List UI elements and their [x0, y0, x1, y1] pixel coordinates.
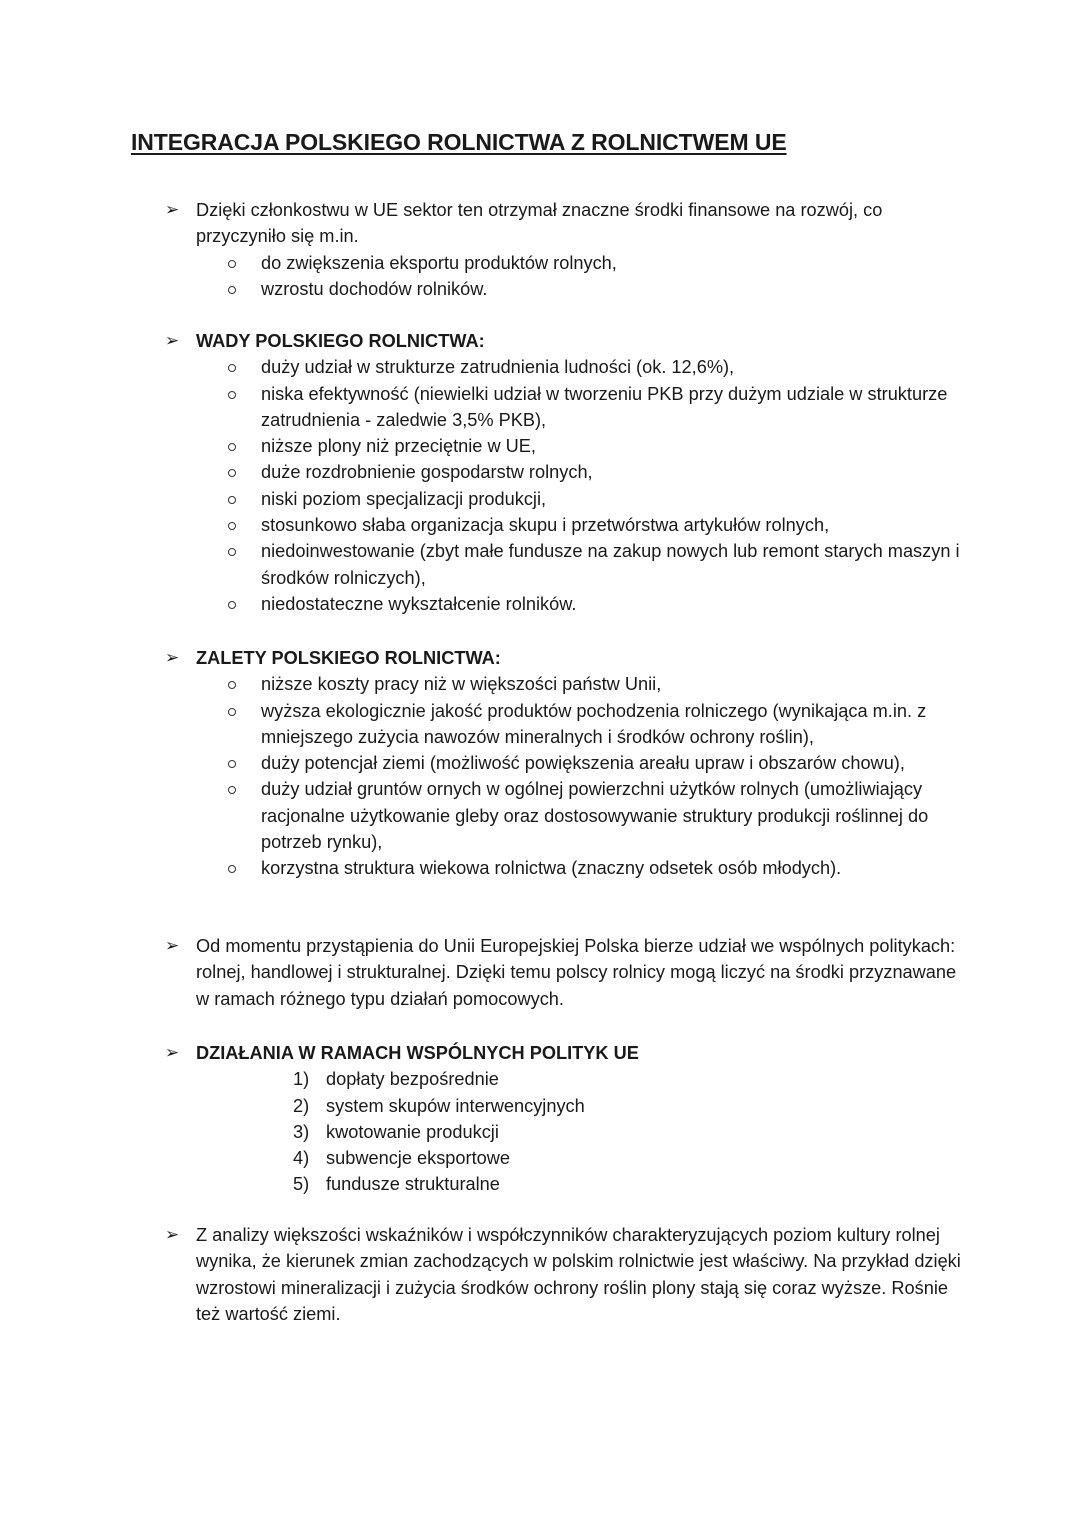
list-item-text: niedostateczne wykształcenie rolników.: [261, 593, 577, 614]
list-item: [165, 776, 965, 855]
hollow-circle-bullet-icon: [228, 391, 236, 399]
list-item: [165, 591, 965, 617]
list-item: [165, 1066, 965, 1092]
list-item: [165, 512, 965, 538]
list-item-text: duży potencjał ziemi (możliwość powiększenia areału upraw i obszarów chowu),: [261, 753, 905, 774]
list-number: 5): [293, 1174, 310, 1195]
list-item: [165, 538, 965, 591]
list-item-text: system skupów interwencyjnych: [326, 1095, 585, 1116]
list-item: [165, 1119, 965, 1145]
list-item-text: kwotowanie produkcji: [326, 1121, 499, 1142]
list-item-text: wzrostu dochodów rolników.: [261, 278, 488, 299]
list-item-text: wyższa ekologicznie jakość produktów pochodzenia rolniczego (wynikająca m.in. z mniejszego zużycia nawozów mineralnych i środków ochrony roślin),: [261, 700, 927, 747]
list-item-text: niska efektywność (niewielki udział w tworzeniu PKB przy dużym udziale w strukturze zatrudnienia - zaledwie 3,5% PKB),: [261, 383, 948, 430]
section-intro: [165, 197, 965, 302]
list-item: [165, 354, 965, 380]
polityki-paragraph: [165, 933, 965, 1012]
list-item: [165, 698, 965, 751]
list-item-text: niższe koszty pracy niż w większości państw Unii,: [261, 674, 662, 695]
zalety-list: [165, 671, 965, 881]
list-item: [165, 459, 965, 485]
section-dzialania: [165, 1040, 965, 1198]
list-item-text: subwencje eksportowe: [326, 1148, 510, 1169]
list-item: [165, 855, 965, 881]
dzialania-heading: DZIAŁANIA W RAMACH WSPÓLNYCH POLITYK UE: [196, 1043, 639, 1063]
arrowhead-bullet-icon: ➢: [165, 1225, 180, 1244]
list-item-text: korzystna struktura wiekowa rolnictwa (znaczny odsetek osób młodych).: [261, 858, 842, 879]
list-item: [165, 1145, 965, 1171]
list-item: [165, 1171, 965, 1197]
intro-text: Dzięki członkostwu w UE sektor ten otrzymał znaczne środki finansowe na rozwój, co przyczyniło się m.in.: [196, 200, 883, 247]
dzialania-heading-row: [165, 1040, 965, 1066]
hollow-circle-bullet-icon: [228, 443, 236, 451]
zalety-heading-row: [165, 645, 965, 671]
arrowhead-bullet-icon: ➢: [165, 648, 180, 667]
list-item-text: fundusze strukturalne: [326, 1174, 500, 1195]
list-item: [165, 250, 965, 276]
wady-list: [165, 354, 965, 617]
list-item: [165, 276, 965, 302]
intro-paragraph: [165, 197, 965, 250]
dzialania-list: [165, 1066, 965, 1197]
list-item: [165, 750, 965, 776]
list-item-text: niedoinwestowanie (zbyt małe fundusze na zakup nowych lub remont starych maszyn i środków rolniczych),: [261, 541, 960, 588]
page-title: INTEGRACJA POLSKIEGO ROLNICTWA Z ROLNICTWEM UE: [131, 129, 787, 155]
list-item: [165, 433, 965, 459]
section-analiza: [165, 1222, 965, 1327]
arrowhead-bullet-icon: ➢: [165, 331, 180, 350]
hollow-circle-bullet-icon: [228, 548, 236, 556]
hollow-circle-bullet-icon: [228, 681, 236, 689]
analiza-text: Z analizy większości wskaźników i współczynników charakteryzujących poziom kultury rolnej wynika, że kierunek zmian zachodzących w polskim rolnictwie jest właściwy. Na przykład dzięki wzrostowi mineralizacji i zużycia środków ochrony roślin plony stają się coraz wyższe. Rośnie też wartość ziemi.: [196, 1225, 961, 1324]
hollow-circle-bullet-icon: [228, 469, 236, 477]
hollow-circle-bullet-icon: [228, 286, 236, 294]
list-number: 1): [293, 1069, 310, 1090]
hollow-circle-bullet-icon: [228, 786, 236, 794]
hollow-circle-bullet-icon: [228, 496, 236, 504]
hollow-circle-bullet-icon: [228, 865, 236, 873]
intro-list: [165, 250, 965, 303]
arrowhead-bullet-icon: ➢: [165, 936, 180, 955]
list-item: [165, 486, 965, 512]
list-item-text: do zwiększenia eksportu produktów rolnych,: [261, 252, 617, 273]
list-number: 2): [293, 1095, 310, 1116]
list-item: [165, 671, 965, 697]
hollow-circle-bullet-icon: [228, 601, 236, 609]
hollow-circle-bullet-icon: [228, 260, 236, 268]
list-item-text: niski poziom specjalizacji produkcji,: [261, 488, 547, 509]
hollow-circle-bullet-icon: [228, 522, 236, 530]
list-number: 4): [293, 1148, 310, 1169]
hollow-circle-bullet-icon: [228, 760, 236, 768]
section-polityki: [165, 933, 965, 1012]
hollow-circle-bullet-icon: [228, 708, 236, 716]
section-zalety: [165, 645, 965, 882]
list-number: 3): [293, 1121, 310, 1142]
analiza-paragraph: [165, 1222, 965, 1327]
wady-heading: WADY POLSKIEGO ROLNICTWA:: [196, 331, 485, 351]
list-item: [165, 1093, 965, 1119]
zalety-heading: ZALETY POLSKIEGO ROLNICTWA:: [196, 648, 501, 668]
list-item-text: stosunkowo słaba organizacja skupu i przetwórstwa artykułów rolnych,: [261, 515, 830, 536]
list-item-text: dopłaty bezpośrednie: [326, 1069, 499, 1090]
list-item-text: niższe plony niż przeciętnie w UE,: [261, 436, 536, 457]
list-item-text: duży udział w strukturze zatrudnienia ludności (ok. 12,6%),: [261, 357, 735, 378]
hollow-circle-bullet-icon: [228, 364, 236, 372]
list-item-text: duże rozdrobnienie gospodarstw rolnych,: [261, 462, 593, 483]
section-wady: [165, 328, 965, 617]
polityki-text: Od momentu przystąpienia do Unii Europejskiej Polska bierze udział we wspólnych politykach: rolnej, handlowej i strukturalnej. Dzięki temu polscy rolnicy mogą liczyć na środki przyznawane w ramach różnego typu działań pomocowych.: [196, 936, 957, 1009]
arrowhead-bullet-icon: ➢: [165, 1043, 180, 1062]
arrowhead-bullet-icon: ➢: [165, 200, 180, 219]
list-item: [165, 381, 965, 434]
wady-heading-row: [165, 328, 965, 354]
list-item-text: duży udział gruntów ornych w ogólnej powierzchni użytków rolnych (umożliwiający racjonalne użytkowanie gleby oraz dostosowywanie struktury produkcji roślinnej do potrzeb rynku),: [261, 779, 929, 853]
